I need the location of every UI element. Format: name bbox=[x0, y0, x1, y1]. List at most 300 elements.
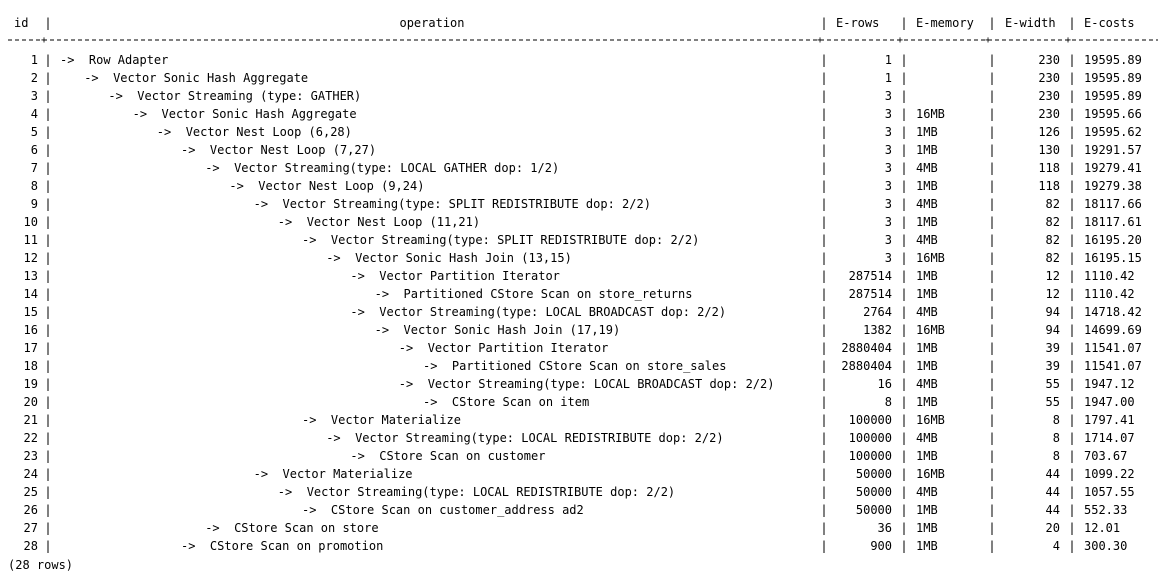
row-e-costs: 1099.22 bbox=[1084, 467, 1135, 481]
column-separator: | bbox=[1068, 359, 1076, 373]
column-separator: | bbox=[44, 503, 52, 517]
column-separator: | bbox=[1068, 215, 1076, 229]
row-e-width: 8 bbox=[1052, 431, 1060, 445]
row-operation: -> Partitioned CStore Scan on store_returns bbox=[374, 287, 693, 301]
row-e-costs: 1797.41 bbox=[1084, 413, 1135, 427]
row-e-memory: 4MB bbox=[916, 233, 938, 247]
column-separator: | bbox=[44, 161, 52, 175]
column-separator: | bbox=[900, 341, 908, 355]
svg-text:+: + bbox=[817, 37, 824, 43]
column-separator: | bbox=[1068, 161, 1076, 175]
row-e-width: 126 bbox=[1038, 125, 1060, 139]
column-separator: | bbox=[44, 107, 52, 121]
column-separator: | bbox=[820, 467, 828, 481]
row-e-memory: 16MB bbox=[916, 251, 945, 265]
row-e-costs: 12.01 bbox=[1084, 521, 1121, 535]
column-separator: | bbox=[988, 161, 996, 175]
row-id: 23 bbox=[23, 449, 38, 463]
column-separator: | bbox=[1068, 377, 1076, 391]
row-e-memory: 1MB bbox=[916, 359, 938, 373]
row-operation: -> Vector Streaming(type: LOCAL BROADCAST dop: 2/2) bbox=[350, 305, 727, 319]
column-separator: | bbox=[988, 179, 996, 193]
row-e-costs: 1947.12 bbox=[1084, 377, 1135, 391]
header-e-rows: E-rows bbox=[836, 16, 880, 30]
row-e-rows: 16 bbox=[877, 377, 892, 391]
table-row bbox=[0, 483, 1168, 501]
svg-text:+: + bbox=[897, 37, 904, 43]
row-operation: -> Vector Streaming(type: LOCAL BROADCAST dop: 2/2) bbox=[398, 377, 775, 391]
column-separator: | bbox=[988, 107, 996, 121]
row-e-width: 20 bbox=[1045, 521, 1060, 535]
column-separator: | bbox=[988, 449, 996, 463]
column-separator: | bbox=[900, 71, 908, 85]
column-separator: | bbox=[900, 233, 908, 247]
row-operation: -> CStore Scan on store bbox=[205, 521, 379, 535]
column-separator: | bbox=[1068, 179, 1076, 193]
row-e-rows: 3 bbox=[884, 125, 892, 139]
row-operation: -> Vector Sonic Hash Join (17,19) bbox=[374, 323, 621, 337]
table-row bbox=[0, 159, 1168, 177]
column-separator: | bbox=[1068, 107, 1076, 121]
row-e-memory: 1MB bbox=[916, 341, 938, 355]
table-row bbox=[0, 213, 1168, 231]
column-separator: | bbox=[820, 215, 828, 229]
row-id: 25 bbox=[23, 485, 38, 499]
svg-text:+: + bbox=[985, 37, 992, 43]
row-e-costs: 1714.07 bbox=[1084, 431, 1135, 445]
column-separator: | bbox=[988, 89, 996, 103]
column-separator: | bbox=[44, 197, 52, 211]
row-e-rows: 287514 bbox=[848, 269, 892, 283]
column-separator: | bbox=[900, 467, 908, 481]
table-row bbox=[0, 267, 1168, 285]
row-e-memory: 4MB bbox=[916, 377, 938, 391]
row-e-rows: 1382 bbox=[863, 323, 892, 337]
column-separator: | bbox=[900, 359, 908, 373]
table-row bbox=[0, 141, 1168, 159]
column-separator: | bbox=[44, 89, 52, 103]
row-e-width: 118 bbox=[1038, 179, 1060, 193]
row-id: 27 bbox=[23, 521, 38, 535]
column-separator: | bbox=[900, 287, 908, 301]
row-e-width: 4 bbox=[1052, 539, 1060, 553]
column-separator: | bbox=[820, 89, 828, 103]
row-e-costs: 18117.61 bbox=[1084, 215, 1142, 229]
column-separator: | bbox=[988, 125, 996, 139]
column-separator: | bbox=[44, 521, 52, 535]
header-e-costs: E-costs bbox=[1084, 16, 1135, 30]
column-separator: | bbox=[820, 287, 828, 301]
row-e-costs: 19595.89 bbox=[1084, 89, 1142, 103]
row-e-rows: 287514 bbox=[848, 287, 892, 301]
column-separator: | bbox=[1068, 305, 1076, 319]
column-separator: | bbox=[44, 449, 52, 463]
row-e-costs: 19279.38 bbox=[1084, 179, 1142, 193]
table-row bbox=[0, 105, 1168, 123]
column-separator: | bbox=[820, 269, 828, 283]
row-operation: -> Partitioned CStore Scan on store_sales bbox=[423, 359, 727, 373]
row-e-memory: 1MB bbox=[916, 449, 938, 463]
row-e-rows: 100000 bbox=[848, 449, 892, 463]
column-separator: | bbox=[44, 485, 52, 499]
row-e-width: 8 bbox=[1052, 413, 1060, 427]
row-id: 21 bbox=[23, 413, 38, 427]
table-row bbox=[0, 357, 1168, 375]
row-e-costs: 14699.69 bbox=[1084, 323, 1142, 337]
row-e-memory: 16MB bbox=[916, 323, 945, 337]
column-separator: | bbox=[44, 287, 52, 301]
row-e-costs: 19291.57 bbox=[1084, 143, 1142, 157]
row-e-costs: 1110.42 bbox=[1084, 287, 1135, 301]
column-separator: | bbox=[900, 161, 908, 175]
row-e-memory: 1MB bbox=[916, 143, 938, 157]
column-separator: | bbox=[44, 341, 52, 355]
row-e-width: 230 bbox=[1038, 89, 1060, 103]
row-id: 10 bbox=[23, 215, 38, 229]
row-id: 13 bbox=[23, 269, 38, 283]
column-separator: | bbox=[44, 215, 52, 229]
column-separator: | bbox=[820, 233, 828, 247]
column-separator: | bbox=[44, 269, 52, 283]
column-separator: | bbox=[820, 197, 828, 211]
row-e-memory: 16MB bbox=[916, 413, 945, 427]
column-separator: | bbox=[44, 125, 52, 139]
table-row bbox=[0, 519, 1168, 537]
column-separator: | bbox=[900, 305, 908, 319]
row-e-memory: 4MB bbox=[916, 485, 938, 499]
table-row bbox=[0, 285, 1168, 303]
column-separator: | bbox=[900, 377, 908, 391]
table-row bbox=[0, 501, 1168, 519]
column-separator: | bbox=[820, 305, 828, 319]
row-e-width: 230 bbox=[1038, 71, 1060, 85]
column-separator: | bbox=[820, 107, 828, 121]
table-row bbox=[0, 69, 1168, 87]
column-separator: | bbox=[1068, 251, 1076, 265]
row-operation: -> CStore Scan on customer_address ad2 bbox=[302, 503, 584, 517]
row-e-width: 55 bbox=[1045, 395, 1060, 409]
column-separator: | bbox=[44, 323, 52, 337]
column-separator: | bbox=[900, 485, 908, 499]
column-separator: | bbox=[900, 539, 908, 553]
column-separator: | bbox=[900, 323, 908, 337]
column-separator: | bbox=[1068, 287, 1076, 301]
column-separator: | bbox=[820, 485, 828, 499]
row-e-rows: 36 bbox=[877, 521, 892, 535]
column-separator: | bbox=[1068, 449, 1076, 463]
column-separator: | bbox=[44, 233, 52, 247]
column-separator: | bbox=[820, 449, 828, 463]
column-separator: | bbox=[900, 125, 908, 139]
header-id: id bbox=[14, 16, 29, 30]
column-separator: | bbox=[1068, 395, 1076, 409]
column-separator: | bbox=[988, 269, 996, 283]
row-e-rows: 3 bbox=[884, 89, 892, 103]
column-separator: | bbox=[988, 503, 996, 517]
header-divider bbox=[8, 37, 1158, 43]
column-separator: | bbox=[988, 233, 996, 247]
row-e-rows: 50000 bbox=[855, 503, 892, 517]
row-e-memory: 1MB bbox=[916, 179, 938, 193]
column-separator: | bbox=[820, 16, 828, 30]
row-e-costs: 19595.66 bbox=[1084, 107, 1142, 121]
column-separator: | bbox=[900, 107, 908, 121]
column-separator: | bbox=[1068, 71, 1076, 85]
table-row bbox=[0, 393, 1168, 411]
header-operation: operation bbox=[399, 16, 465, 30]
row-e-memory: 1MB bbox=[916, 395, 938, 409]
row-e-width: 8 bbox=[1052, 449, 1060, 463]
column-separator: | bbox=[44, 539, 52, 553]
row-operation: -> Vector Nest Loop (11,21) bbox=[277, 215, 481, 229]
row-e-rows: 3 bbox=[884, 197, 892, 211]
row-e-width: 82 bbox=[1045, 233, 1060, 247]
column-separator: | bbox=[820, 359, 828, 373]
column-separator: | bbox=[900, 431, 908, 445]
column-separator: | bbox=[900, 413, 908, 427]
column-separator: | bbox=[44, 71, 52, 85]
column-separator: | bbox=[820, 251, 828, 265]
column-separator: | bbox=[988, 377, 996, 391]
row-operation: -> Vector Streaming(type: SPLIT REDISTRIBUTE dop: 2/2) bbox=[253, 197, 651, 211]
column-separator: | bbox=[44, 359, 52, 373]
column-separator: | bbox=[900, 449, 908, 463]
row-e-width: 82 bbox=[1045, 197, 1060, 211]
row-e-width: 12 bbox=[1045, 269, 1060, 283]
column-separator: | bbox=[1068, 269, 1076, 283]
row-e-rows: 2880404 bbox=[841, 359, 892, 373]
row-e-costs: 1110.42 bbox=[1084, 269, 1135, 283]
column-separator: | bbox=[820, 413, 828, 427]
table-row bbox=[0, 231, 1168, 249]
row-e-costs: 19595.62 bbox=[1084, 125, 1142, 139]
column-separator: | bbox=[820, 431, 828, 445]
row-e-width: 230 bbox=[1038, 53, 1060, 67]
row-operation: -> Vector Materialize bbox=[253, 467, 413, 481]
column-separator: | bbox=[900, 215, 908, 229]
row-e-costs: 703.67 bbox=[1084, 449, 1128, 463]
row-operation: -> Vector Nest Loop (9,24) bbox=[229, 179, 425, 193]
column-separator: | bbox=[988, 521, 996, 535]
column-separator: | bbox=[988, 341, 996, 355]
row-e-rows: 100000 bbox=[848, 413, 892, 427]
row-e-costs: 11541.07 bbox=[1084, 341, 1142, 355]
column-separator: | bbox=[988, 71, 996, 85]
row-e-costs: 1057.55 bbox=[1084, 485, 1135, 499]
row-e-costs: 300.30 bbox=[1084, 539, 1128, 553]
row-id: 26 bbox=[23, 503, 38, 517]
row-id: 28 bbox=[23, 539, 38, 553]
row-e-rows: 1 bbox=[884, 53, 892, 67]
row-e-costs: 1947.00 bbox=[1084, 395, 1135, 409]
row-operation: -> Vector Partition Iterator bbox=[350, 269, 560, 283]
column-separator: | bbox=[900, 503, 908, 517]
column-separator: | bbox=[44, 143, 52, 157]
row-e-width: 55 bbox=[1045, 377, 1060, 391]
row-operation: -> Vector Nest Loop (7,27) bbox=[181, 143, 377, 157]
column-separator: | bbox=[44, 53, 52, 67]
column-separator: | bbox=[1068, 503, 1076, 517]
column-separator: | bbox=[44, 16, 52, 30]
column-separator: | bbox=[1068, 323, 1076, 337]
row-e-rows: 100000 bbox=[848, 431, 892, 445]
column-separator: | bbox=[820, 125, 828, 139]
row-operation: -> Vector Streaming(type: SPLIT REDISTRIBUTE dop: 2/2) bbox=[302, 233, 700, 247]
column-separator: | bbox=[44, 431, 52, 445]
row-e-rows: 2764 bbox=[863, 305, 892, 319]
column-separator: | bbox=[900, 197, 908, 211]
column-separator: | bbox=[1068, 539, 1076, 553]
column-separator: | bbox=[1068, 197, 1076, 211]
row-e-width: 44 bbox=[1045, 485, 1060, 499]
row-id: 18 bbox=[23, 359, 38, 373]
column-separator: | bbox=[988, 215, 996, 229]
row-e-width: 118 bbox=[1038, 161, 1060, 175]
column-separator: | bbox=[900, 395, 908, 409]
table-row bbox=[0, 537, 1168, 555]
column-separator: | bbox=[1068, 413, 1076, 427]
row-id: 15 bbox=[23, 305, 38, 319]
column-separator: | bbox=[1068, 125, 1076, 139]
row-e-memory: 1MB bbox=[916, 521, 938, 535]
column-separator: | bbox=[44, 179, 52, 193]
column-separator: | bbox=[988, 287, 996, 301]
column-separator: | bbox=[900, 89, 908, 103]
column-separator: | bbox=[820, 395, 828, 409]
column-separator: | bbox=[820, 539, 828, 553]
row-e-rows: 3 bbox=[884, 233, 892, 247]
row-e-rows: 1 bbox=[884, 71, 892, 85]
column-separator: | bbox=[1068, 143, 1076, 157]
row-count-footer: (28 rows) bbox=[8, 558, 74, 572]
column-separator: | bbox=[900, 53, 908, 67]
column-separator: | bbox=[1068, 53, 1076, 67]
header-e-memory: E-memory bbox=[916, 16, 974, 30]
row-e-memory: 16MB bbox=[916, 107, 945, 121]
column-separator: | bbox=[44, 377, 52, 391]
row-e-costs: 19279.41 bbox=[1084, 161, 1142, 175]
row-e-costs: 16195.15 bbox=[1084, 251, 1142, 265]
row-e-rows: 900 bbox=[870, 539, 892, 553]
table-row bbox=[0, 447, 1168, 465]
column-separator: | bbox=[820, 71, 828, 85]
svg-text:+: + bbox=[1065, 37, 1072, 43]
row-e-rows: 50000 bbox=[855, 485, 892, 499]
row-id: 3 bbox=[30, 89, 38, 103]
column-separator: | bbox=[820, 341, 828, 355]
row-id: 24 bbox=[23, 467, 38, 481]
row-e-width: 94 bbox=[1045, 305, 1060, 319]
row-e-width: 94 bbox=[1045, 323, 1060, 337]
column-separator: | bbox=[900, 16, 908, 30]
row-e-memory: 1MB bbox=[916, 269, 938, 283]
table-row bbox=[0, 195, 1168, 213]
row-e-memory: 4MB bbox=[916, 431, 938, 445]
row-id: 8 bbox=[30, 179, 38, 193]
row-id: 20 bbox=[23, 395, 38, 409]
row-e-costs: 19595.89 bbox=[1084, 71, 1142, 85]
row-operation: -> Vector Nest Loop (6,28) bbox=[156, 125, 352, 139]
column-separator: | bbox=[988, 413, 996, 427]
row-id: 11 bbox=[23, 233, 38, 247]
column-separator: | bbox=[820, 143, 828, 157]
column-separator: | bbox=[820, 161, 828, 175]
column-separator: | bbox=[820, 377, 828, 391]
row-e-width: 130 bbox=[1038, 143, 1060, 157]
column-separator: | bbox=[988, 251, 996, 265]
row-e-width: 82 bbox=[1045, 251, 1060, 265]
row-operation: -> Vector Sonic Hash Aggregate bbox=[84, 71, 309, 85]
row-e-width: 12 bbox=[1045, 287, 1060, 301]
column-separator: | bbox=[820, 323, 828, 337]
row-id: 12 bbox=[23, 251, 38, 265]
row-operation: -> CStore Scan on customer bbox=[350, 449, 546, 463]
column-separator: | bbox=[820, 179, 828, 193]
row-e-rows: 8 bbox=[884, 395, 892, 409]
column-separator: | bbox=[1068, 341, 1076, 355]
table-row bbox=[0, 123, 1168, 141]
table-row bbox=[0, 87, 1168, 105]
row-e-width: 230 bbox=[1038, 107, 1060, 121]
table-row bbox=[0, 249, 1168, 267]
row-id: 17 bbox=[23, 341, 38, 355]
row-e-rows: 3 bbox=[884, 179, 892, 193]
column-separator: | bbox=[820, 503, 828, 517]
column-separator: | bbox=[900, 251, 908, 265]
column-separator: | bbox=[988, 53, 996, 67]
row-e-memory: 1MB bbox=[916, 215, 938, 229]
row-e-rows: 2880404 bbox=[841, 341, 892, 355]
row-e-rows: 3 bbox=[884, 107, 892, 121]
row-e-memory: 1MB bbox=[916, 125, 938, 139]
row-e-memory: 1MB bbox=[916, 503, 938, 517]
header-row bbox=[0, 14, 1168, 32]
row-operation: -> Vector Streaming(type: LOCAL REDISTRIBUTE dop: 2/2) bbox=[326, 431, 724, 445]
column-separator: | bbox=[44, 395, 52, 409]
row-e-width: 39 bbox=[1045, 359, 1060, 373]
row-e-costs: 11541.07 bbox=[1084, 359, 1142, 373]
column-separator: | bbox=[988, 359, 996, 373]
table-row bbox=[0, 375, 1168, 393]
row-e-rows: 3 bbox=[884, 215, 892, 229]
table-row bbox=[0, 303, 1168, 321]
row-e-costs: 552.33 bbox=[1084, 503, 1128, 517]
row-operation: -> Vector Streaming (type: GATHER) bbox=[108, 89, 362, 103]
row-e-memory: 4MB bbox=[916, 305, 938, 319]
row-id: 6 bbox=[30, 143, 38, 157]
column-separator: | bbox=[820, 521, 828, 535]
row-operation: -> CStore Scan on item bbox=[423, 395, 590, 409]
row-id: 19 bbox=[23, 377, 38, 391]
column-separator: | bbox=[988, 143, 996, 157]
column-separator: | bbox=[988, 305, 996, 319]
row-id: 7 bbox=[30, 161, 38, 175]
table-row bbox=[0, 177, 1168, 195]
row-id: 2 bbox=[30, 71, 38, 85]
row-e-rows: 3 bbox=[884, 143, 892, 157]
column-separator: | bbox=[44, 305, 52, 319]
column-separator: | bbox=[988, 431, 996, 445]
row-operation: -> Vector Partition Iterator bbox=[398, 341, 609, 355]
row-e-rows: 3 bbox=[884, 161, 892, 175]
table-row bbox=[0, 321, 1168, 339]
row-e-memory: 4MB bbox=[916, 161, 938, 175]
row-e-costs: 18117.66 bbox=[1084, 197, 1142, 211]
column-separator: | bbox=[44, 413, 52, 427]
row-e-costs: 19595.89 bbox=[1084, 53, 1142, 67]
table-row bbox=[0, 429, 1168, 447]
row-e-width: 39 bbox=[1045, 341, 1060, 355]
